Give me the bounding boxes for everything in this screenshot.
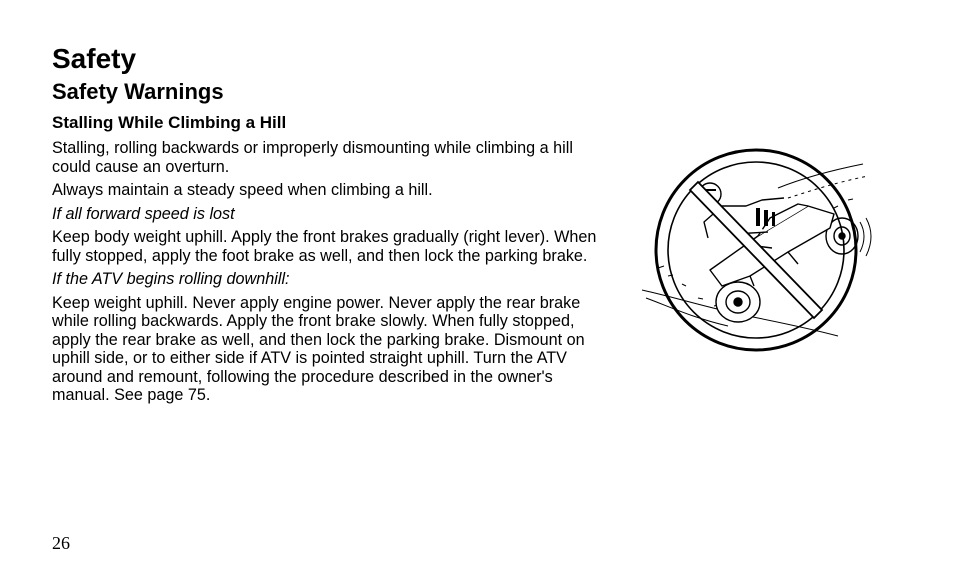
prohibited-atv-hill-climb-icon — [638, 148, 878, 354]
page-number: 26 — [52, 533, 70, 553]
section-title: Safety Warnings — [52, 79, 224, 104]
body-column — [52, 112, 612, 410]
paragraph-steady-speed: Always maintain a steady speed when climbing a hill. — [52, 181, 433, 199]
paragraph-stalling-risk: Stalling, rolling backwards or improperly dismounting while climbing a hill could cause an overturn. — [52, 139, 573, 176]
subsection-title: Stalling While Climbing a Hill — [52, 113, 287, 132]
paragraph-forward-speed-lost-heading: If all forward speed is lost — [52, 204, 235, 223]
paragraph-rolling-downhill-heading: If the ATV begins rolling downhill: — [52, 270, 290, 288]
page-title: Safety — [52, 43, 137, 74]
paragraph-rolling-downhill-instructions: Keep weight uphill. Never apply engine power. Never apply the rear brake while rolling backwards. Apply the front brake slowly. When fully stopped, apply the rear brake as well, and then lock the parking brake. Dismount on uphill side, or to either side if ATV is pointed straight uphill. Turn the ATV around and remount, following the procedure described in the owner's manual. See page 75. — [52, 293, 585, 404]
paragraph-forward-speed-lost-instructions: Keep body weight uphill. Apply the front brakes gradually (right lever). When fully stopped, apply the foot brake as well, and then lock the parking brake. — [52, 228, 597, 265]
